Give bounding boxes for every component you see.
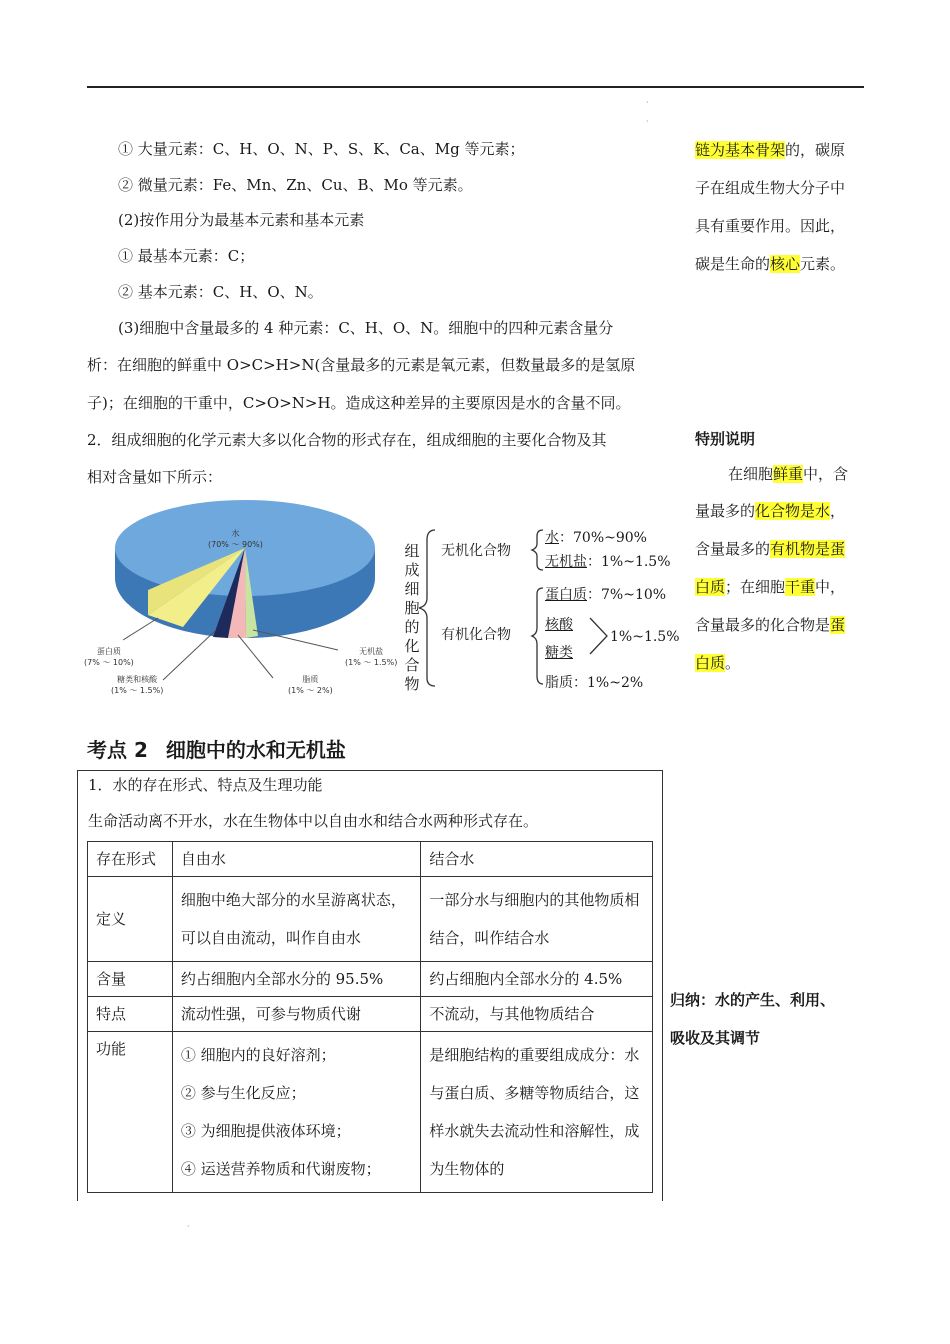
table-header: 自由水 — [172, 842, 421, 877]
box-text: 生命活动离不开水，水在生物体中以自由水和结合水两种形式存在。 — [88, 812, 539, 830]
text-line: (3)细胞中含量最多的 4 种元素：C、H、O、N。细胞中的四种元素含量分 — [118, 319, 614, 337]
dot-mark: · — [646, 117, 649, 126]
text-line: 相对含量如下所示： — [87, 468, 223, 486]
tree-protein: 蛋白质：7%~10% — [545, 587, 667, 603]
leader-line — [238, 635, 273, 678]
water-table — [87, 841, 653, 1193]
table-header-row — [88, 842, 653, 877]
text-line: (2)按作用分为最基本元素和基本元素 — [118, 211, 365, 229]
note-line: 在细胞鲜重中，含 — [728, 465, 849, 483]
text-line: 析：在细胞的鲜重中 O>C>H>N(含量最多的元素是氧元素，但数量最多的是氢原 — [87, 356, 636, 374]
table-header: 结合水 — [421, 842, 653, 877]
label-protein: 蛋白质 (7% ～ 10%) — [84, 647, 134, 667]
function-item: ① 细胞内的良好溶剂； — [180, 1046, 336, 1064]
row-label: 含量 — [88, 962, 173, 997]
sidebar-line: 具有重要作用。因此， — [695, 217, 846, 235]
text-line: 子)；在细胞的干重中，C>O>N>H。造成这种差异的主要原因是水的含量不同。 — [87, 394, 631, 412]
tree-root: 组成细胞的化合物 — [404, 542, 420, 693]
row-label: 特点 — [88, 997, 173, 1032]
text-line: ① 最基本元素：C； — [118, 247, 255, 265]
cell-bound: 是细胞结构的重要组成成分：水与蛋白质、多糖等物质结合，这样水就失去流动性和溶解性，成为生物体的 — [421, 1032, 653, 1193]
label-sugar-nucleic: 糖类和核酸 (1% ～ 1.5%) — [111, 675, 164, 695]
cell-free-list — [172, 1032, 421, 1193]
tree-braces — [395, 520, 685, 700]
tree-nucleic: 核酸 — [545, 617, 573, 633]
tree-lipid: 脂质：1%~2% — [545, 675, 644, 691]
table-row — [88, 1032, 653, 1193]
text-line: 2．组成细胞的化学元素大多以化合物的形式存在，组成细胞的主要化合物及其 — [87, 431, 607, 449]
label-lipid: 脂质 (1% ～ 2%) — [288, 675, 333, 695]
label-water: 水 (70% ～ 90%) — [208, 529, 263, 549]
box-subtitle: 1．水的存在形式、特点及生理功能 — [88, 776, 323, 794]
label-salt: 无机盐 (1% ～ 1.5%) — [345, 647, 398, 667]
leader-line — [163, 630, 216, 680]
note-title: 特别说明 — [695, 430, 756, 448]
tree-sugar: 糖类 — [545, 645, 573, 661]
header-rule — [87, 86, 864, 88]
note-line: 量最多的化合物是水， — [695, 502, 846, 520]
cell-bound: 不流动，与其他物质结合 — [421, 997, 653, 1032]
tree-organic: 有机化合物 — [441, 627, 511, 643]
note-line: 白质。 — [695, 654, 741, 672]
dot-mark: · — [646, 98, 649, 107]
table-row — [88, 962, 653, 997]
function-item: ④ 运送营养物质和代谢废物； — [180, 1160, 381, 1178]
row-label: 功能 — [88, 1032, 173, 1193]
text-line: ② 基本元素：C、H、O、N。 — [118, 283, 323, 301]
table-row — [88, 997, 653, 1032]
summary-line: 吸收及其调节 — [670, 1029, 761, 1047]
pie-chart — [84, 500, 408, 705]
summary-line: 归纳：水的产生、利用、 — [670, 991, 836, 1009]
table-row — [88, 877, 653, 962]
text-line: ② 微量元素：Fe、Mn、Zn、Cu、B、Mo 等元素。 — [118, 176, 473, 194]
leader-line — [123, 618, 158, 640]
function-item: ③ 为细胞提供液体环境； — [180, 1122, 351, 1140]
tree-salt: 无机盐：1%~1.5% — [545, 554, 671, 570]
cell-bound: 一部分水与细胞内的其他物质相结合，叫作结合水 — [421, 877, 653, 962]
cell-free: 约占细胞内全部水分的 95.5% — [172, 962, 421, 997]
cell-free: 流动性强，可参与物质代谢 — [172, 997, 421, 1032]
text-line: ① 大量元素：C、H、O、N、P、S、K、Ca、Mg 等元素； — [118, 140, 525, 158]
sidebar-line: 链为基本骨架的，碳原 — [695, 141, 846, 159]
note-line: 含量最多的化合物是蛋 — [695, 616, 846, 634]
cell-free: 细胞中绝大部分的水呈游离状态，可以自由流动，叫作自由水 — [172, 877, 421, 962]
sidebar-line: 碳是生命的核心元素。 — [695, 255, 846, 273]
compound-tree — [395, 520, 685, 700]
cell-bound: 约占细胞内全部水分的 4.5% — [421, 962, 653, 997]
tree-inorganic: 无机化合物 — [441, 543, 511, 559]
section-heading: 考点 2 细胞中的水和无机盐 — [87, 738, 346, 762]
note-line: 含量最多的有机物是蛋 — [695, 540, 846, 558]
sidebar-line: 子在组成生物大分子中 — [695, 179, 846, 197]
note-line: 白质；在细胞干重中， — [695, 578, 846, 596]
table-header: 存在形式 — [88, 842, 173, 877]
tree-ns-value: 1%~1.5% — [610, 629, 680, 645]
dot-mark: · — [187, 1222, 190, 1231]
tree-water: 水：70%~90% — [545, 530, 647, 546]
row-label: 定义 — [88, 877, 173, 962]
function-item: ② 参与生化反应； — [180, 1084, 306, 1102]
